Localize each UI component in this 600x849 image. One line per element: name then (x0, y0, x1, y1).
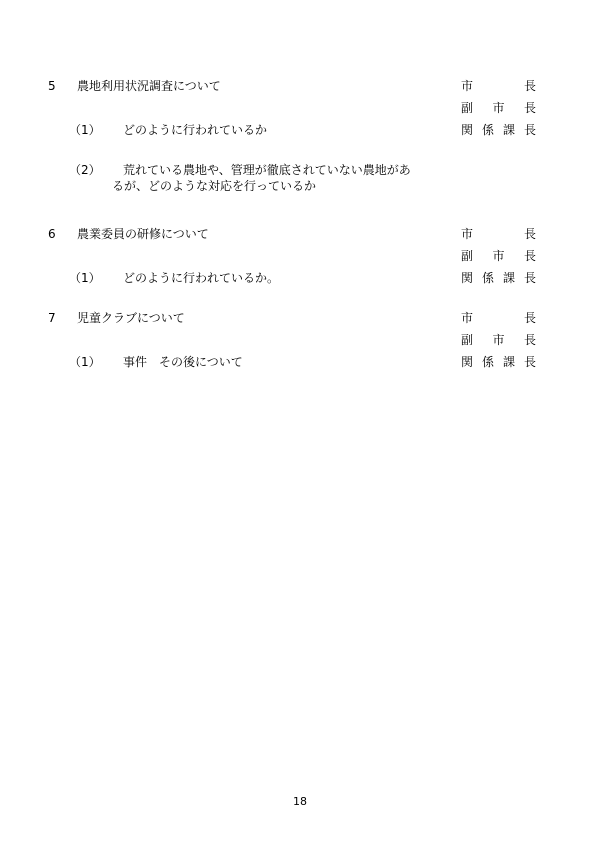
question-label: （1） (69, 271, 101, 285)
question-text-continued: るが、どのような対応を行っているか (112, 179, 317, 193)
responder-vice-mayor: 副 市 長 (461, 101, 536, 115)
responder-section-chief: 関 係 課 長 (461, 355, 536, 369)
responder-mayor: 市 長 (461, 227, 536, 241)
responder-vice-mayor: 副 市 長 (461, 333, 536, 347)
responder-mayor: 市 長 (461, 311, 536, 325)
question-text: どのように行われているか (123, 123, 268, 137)
question-label: （1） (69, 123, 101, 137)
question-text: 事件 その後について (123, 355, 243, 369)
question-text: どのように行われているか。 (123, 271, 280, 285)
page-number: 18 (293, 795, 307, 808)
question-label: （1） (69, 355, 101, 369)
responder-vice-mayor: 副 市 長 (461, 249, 536, 263)
section-title: 児童クラブについて (77, 311, 185, 325)
section-number: 7 (48, 311, 56, 325)
section-number: 5 (48, 79, 56, 93)
question-label: （2） (69, 163, 101, 177)
question-text: 荒れている農地や、管理が徹底されていない農地があ (123, 163, 411, 177)
responder-mayor: 市 長 (461, 79, 536, 93)
section-title: 農業委員の研修について (77, 227, 209, 241)
responder-section-chief: 関 係 課 長 (461, 271, 536, 285)
section-title: 農地利用状況調査について (77, 79, 221, 93)
section-number: 6 (48, 227, 56, 241)
responder-section-chief: 関 係 課 長 (461, 123, 536, 137)
